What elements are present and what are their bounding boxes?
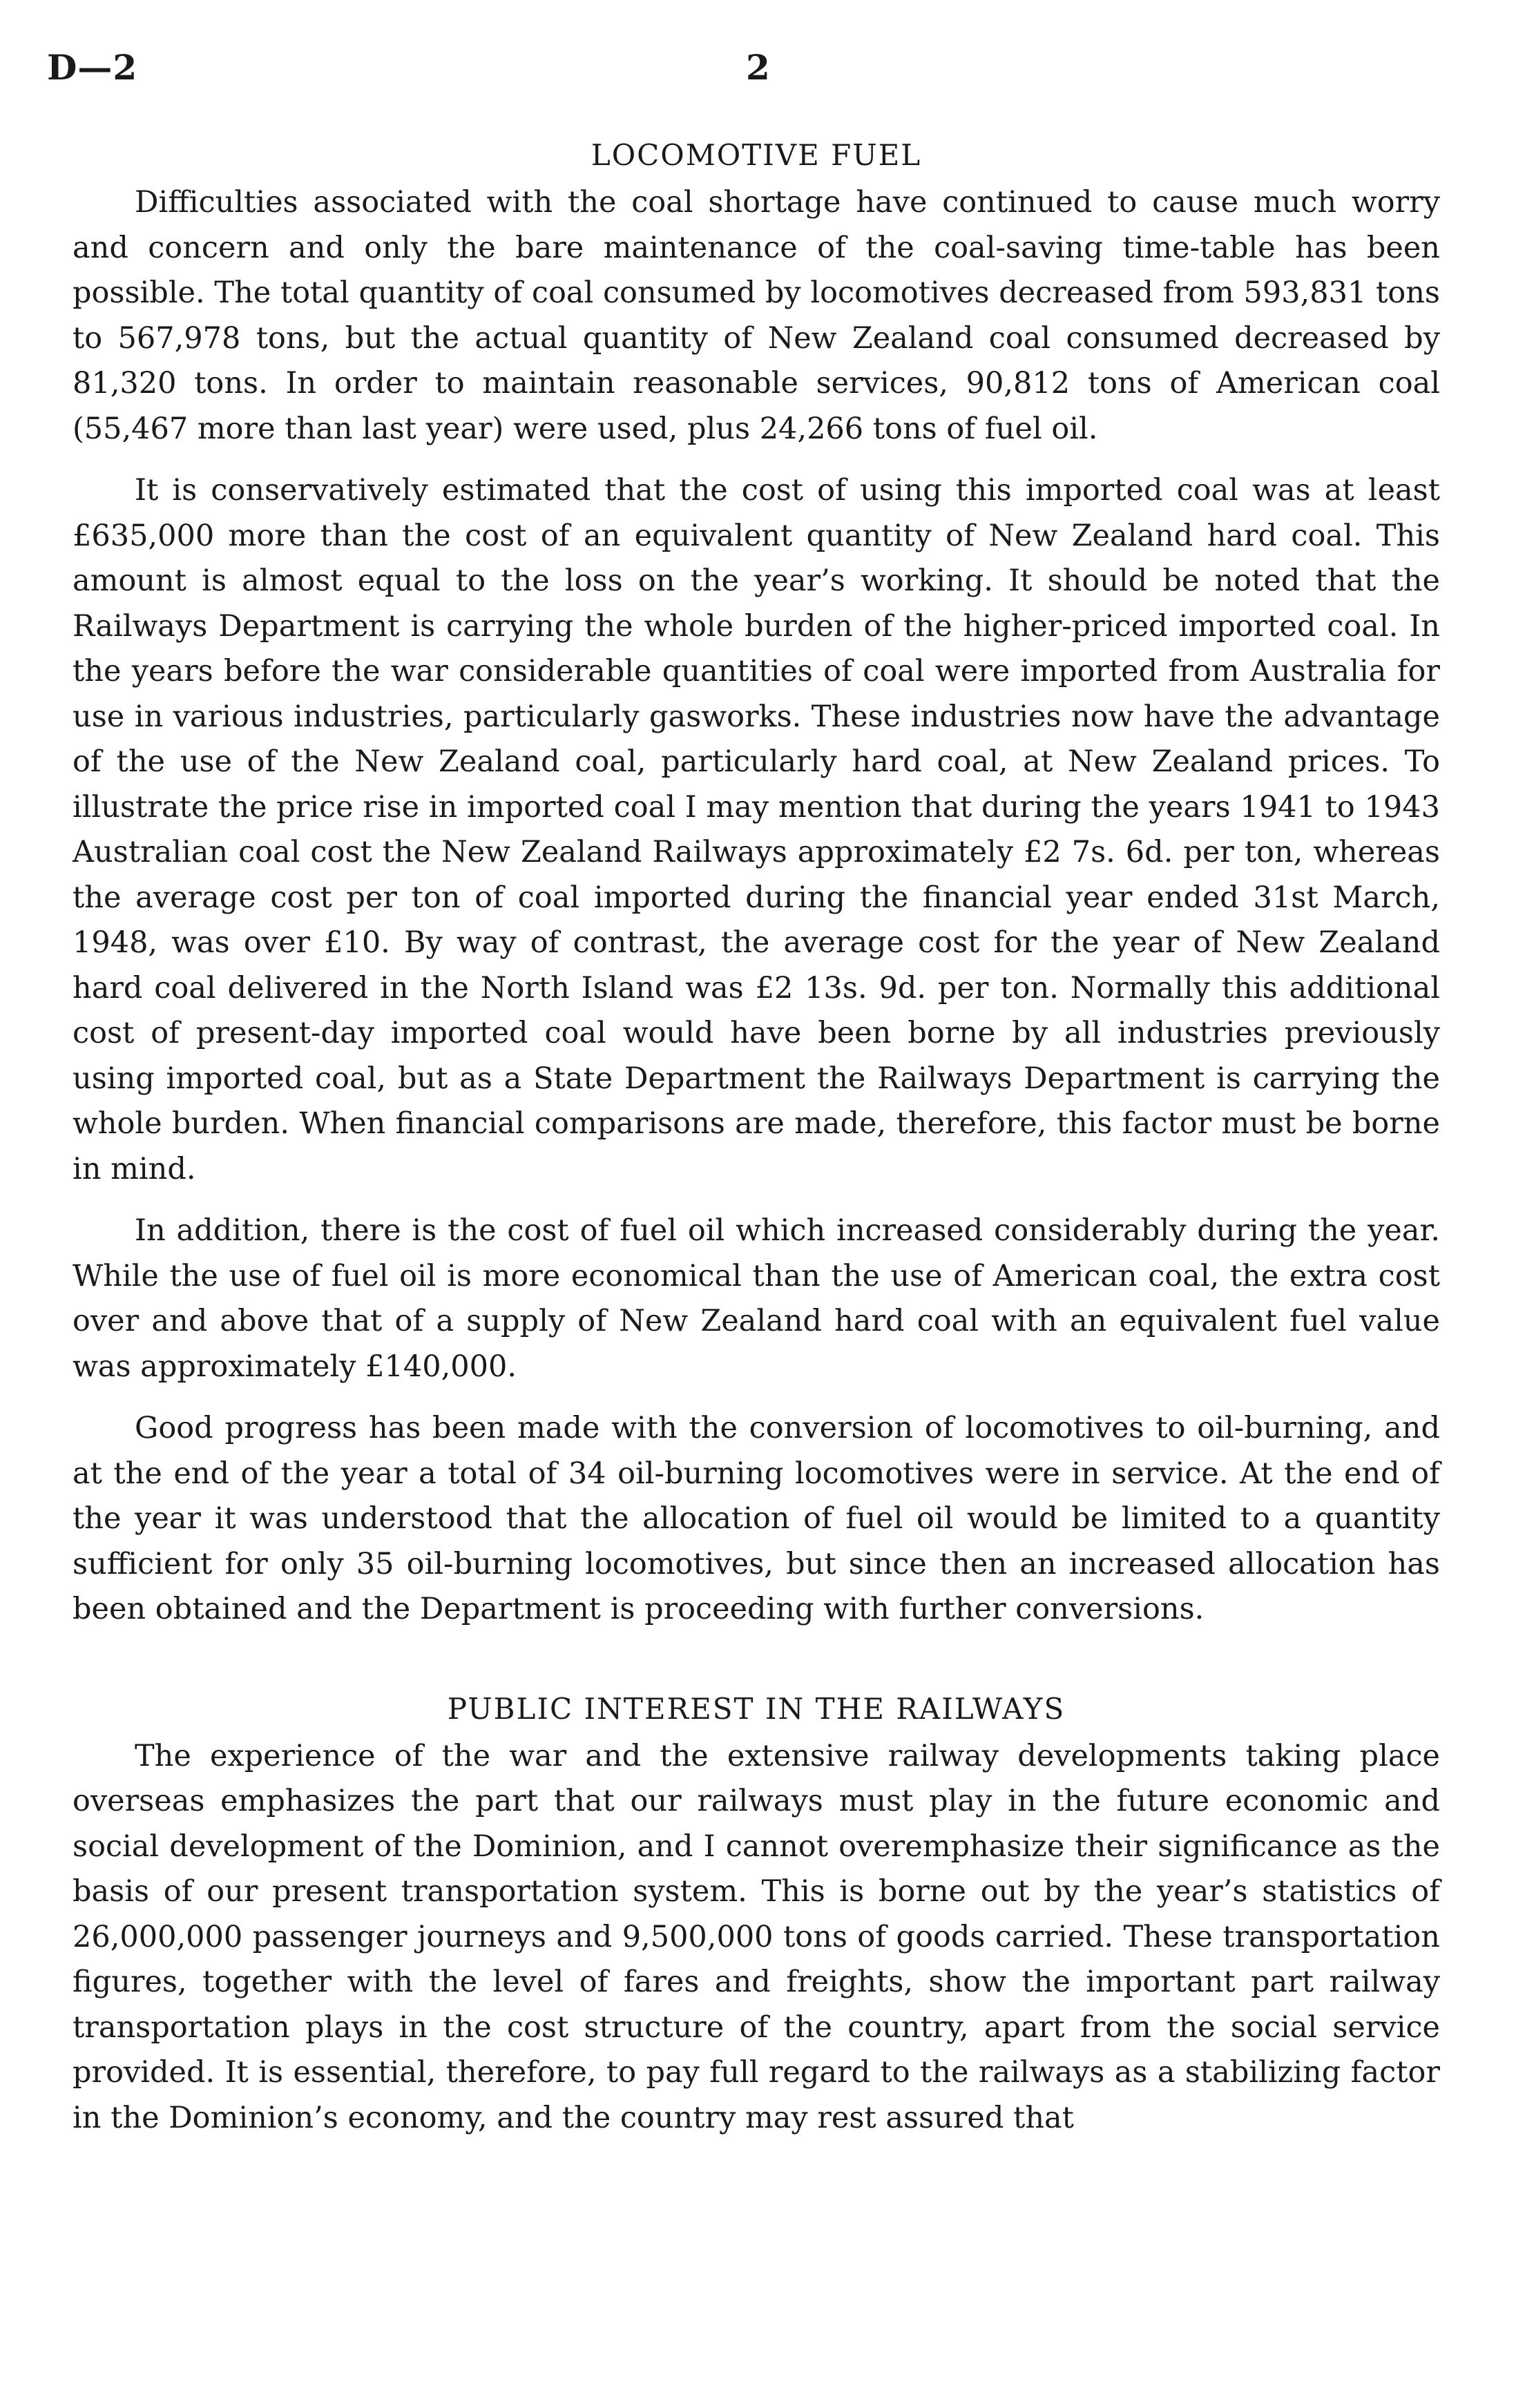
section-heading: PUBLIC INTEREST IN THE RAILWAYS (447, 1691, 1066, 1726)
section-public-interest (73, 1692, 1440, 2141)
paragraph: Good progress has been made with the conversion of locomotives to oil-burning, and at the end of the year a total of 34 oil-burning locomotives were in service. At the end of the year it was understood that the allocation of fuel oil would be limited to a quantity sufficient for only 35 oil-burning locomotives, but since then an increased allocation has been obtained and the Department is proceeding with further conversions. (73, 1411, 1440, 1626)
section-locomotive-fuel (73, 138, 1440, 1632)
paragraph: It is conservatively estimated that the cost of using this imported coal was at least £635,000 more than the cost of an equivalent quantity of New Zealand hard coal. This amount is almost equal to the loss on the year’s working. It should be noted that the Railways Department is carrying the whole burden of the higher-priced imported coal. In the years before the war considerable quantities of coal were imported from Australia for use in various industries, particularly gasworks. These industries now have the advantage of the use of the New Zealand coal, particularly hard coal, at New Zealand prices. To illustrate the price rise in imported coal I may mention that during the years 1941 to 1943 Australian coal cost the New Zealand Railways approximately £2 7s. 6d. per ton, whereas the average cost per ton of coal imported during the financial year ended 31st March, 1948, was over £10. By way of contrast, the average cost for the year of New Zealand hard coal delivered in the North Island was £2 13s. 9d. per ton. Normally this additional cost of present-day imported coal would have been borne by all industries previously using imported coal, but as a State Department the Railways Department is carrying the whole burden. When financial comparisons are made, therefore, this factor must be borne in mind. (73, 473, 1440, 1186)
section-divider-space (73, 1649, 1440, 1692)
paragraph: Difficulties associated with the coal shortage have continued to cause much worry and concern and only the bare maintenance of the coal-saving time-table has been possible. The total quantity of coal consumed by locomotives decreased from 593,831 tons to 567,978 tons, but the actual quantity of New Zealand coal consumed decreased by 81,320 tons. In order to maintain reasonable services, 90,812 tons of American coal (55,467 more than last year) were used, plus 24,266 tons of fuel oil. (73, 185, 1440, 446)
page-number: 2 (746, 47, 770, 88)
paragraph: The experience of the war and the extensive railway developments taking place overseas emphasizes the part that our railways must play in the future economic and social development of the Dominion, and I cannot overemphasize their significance as the basis of our present transportation system. This is borne out by the year’s statistics of 26,000,000 passenger journeys and 9,500,000 tons of goods carried. These transportation figures, together with the level of fares and freights, show the important part railway transportation plays in the cost structure of the country, apart from the social service provided. It is essential, therefore, to pay full regard to the railways as a stabilizing factor in the Dominion’s economy, and the country may rest assured that (73, 1738, 1440, 2135)
paragraph: In addition, there is the cost of fuel oil which increased considerably during the year. While the use of fuel oil is more economical than the use of American coal, the extra cost over and above that of a supply of New Zealand hard coal with an equivalent fuel value was approximately £140,000. (73, 1213, 1440, 1384)
page-body (73, 138, 1440, 2157)
document-reference: D—2 (47, 47, 138, 88)
section-heading: LOCOMOTIVE FUEL (591, 138, 922, 172)
